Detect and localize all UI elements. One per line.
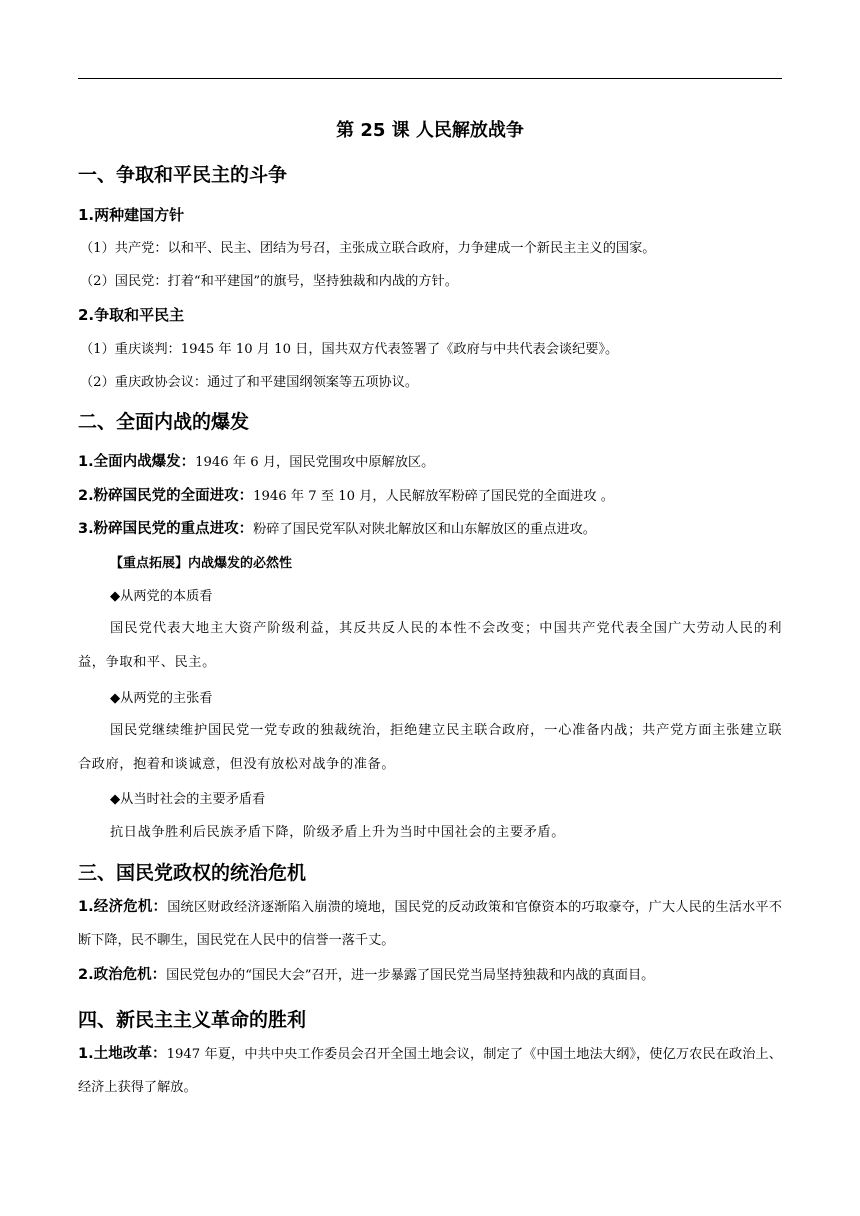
extension-point-2-text: 国民党继续维护国民党一党专政的独裁统治，拒绝建立民主联合政府，一心准备内战；共产党方面主张建立联合政府，抱着和谈诚意，但没有放松对战争的准备。 bbox=[78, 723, 782, 772]
section-4-item-1-text: 1947 年夏，中共中央工作委员会召开全国土地会议，制定了《中国土地法大纲》，使亿万农民在政治上、经济上获得了解放。 bbox=[78, 1047, 782, 1095]
section-3-heading: 三、国民党政权的统治危机 bbox=[78, 862, 307, 884]
extension-point-2-heading: ◆从两党的主张看 bbox=[110, 691, 213, 706]
section-3-item-1 bbox=[78, 891, 782, 957]
section-2-item-1 bbox=[78, 450, 434, 471]
section-1-sub-1-item-2: （2）国民党：打着“和平建国”的旗号，坚持独裁和内战的方针。 bbox=[80, 274, 458, 289]
section-4-item-1 bbox=[78, 1038, 782, 1104]
section-4-heading: 四、新民主主义革命的胜利 bbox=[78, 1009, 307, 1031]
section-3-item-2-text: 国民党包办的“国民大会”召开，进一步暴露了国民党当局坚持独裁和内战的真面目。 bbox=[166, 968, 655, 983]
section-1-sub-2-heading: 2.争取和平民主 bbox=[78, 306, 185, 324]
header-rule bbox=[78, 78, 782, 79]
section-2-item-1-label: 1.全面内战爆发： bbox=[78, 454, 196, 470]
page-title: 第 25 课 人民解放战争 bbox=[336, 120, 524, 141]
section-1-sub-2-item-2: （2）重庆政协会议：通过了和平建国纲领案等五项协议。 bbox=[80, 375, 419, 390]
section-3-item-1-label: 1.经济危机： bbox=[78, 899, 168, 915]
section-2-heading: 二、全面内战的爆发 bbox=[78, 411, 250, 433]
extension-point-3-heading: ◆从当时社会的主要矛盾看 bbox=[110, 792, 266, 807]
section-2-item-1-text: 1946 年 6 月，国民党围攻中原解放区。 bbox=[195, 455, 435, 470]
section-3-item-2 bbox=[78, 959, 782, 992]
extension-point-3-text: 抗日战争胜利后民族矛盾下降，阶级矛盾上升为当时中国社会的主要矛盾。 bbox=[110, 825, 565, 840]
section-2-item-2 bbox=[78, 484, 614, 505]
section-1-heading: 一、争取和平民主的斗争 bbox=[78, 164, 288, 186]
section-2-item-2-label: 2.粉碎国民党的全面进攻： bbox=[78, 488, 254, 504]
section-3-item-2-label: 2.政治危机： bbox=[78, 967, 167, 983]
extension-point-1-heading: ◆从两党的本质看 bbox=[110, 589, 213, 604]
extension-point-1-text: 国民党代表大地主大资产阶级利益，其反共反人民的本性不会改变；中国共产党代表全国广大劳动人民的利益，争取和平、民主。 bbox=[78, 621, 782, 670]
section-1-sub-1-heading: 1.两种建国方针 bbox=[78, 206, 185, 224]
section-3-item-1-text: 国统区财政经济逐渐陷入崩溃的境地，国民党的反动政策和官僚资本的巧取豪夺，广大人民的生活水平不断下降，民不聊生，国民党在人民中的信誉一落千丈。 bbox=[78, 900, 782, 948]
section-2-item-3 bbox=[78, 517, 596, 538]
section-1-sub-2-item-1: （1）重庆谈判：1945 年 10 月 10 日，国共双方代表签署了《政府与中共代表会谈纪要》。 bbox=[80, 342, 619, 357]
section-1-sub-1-item-1: （1）共产党：以和平、民主、团结为号召，主张成立联合政府，力争建成一个新民主主义的国家。 bbox=[80, 241, 656, 256]
section-2-item-2-text: 1946 年 7 至 10 月，人民解放军粉碎了国民党的全面进攻 。 bbox=[253, 489, 614, 504]
section-2-item-3-text: 粉碎了国民党军队对陕北解放区和山东解放区的重点进攻。 bbox=[253, 522, 596, 537]
section-4-item-1-label: 1.土地改革： bbox=[78, 1046, 167, 1062]
section-2-item-3-label: 3.粉碎国民党的重点进攻： bbox=[78, 521, 254, 537]
extension-label: 【重点拓展】内战爆发的必然性 bbox=[110, 556, 293, 571]
